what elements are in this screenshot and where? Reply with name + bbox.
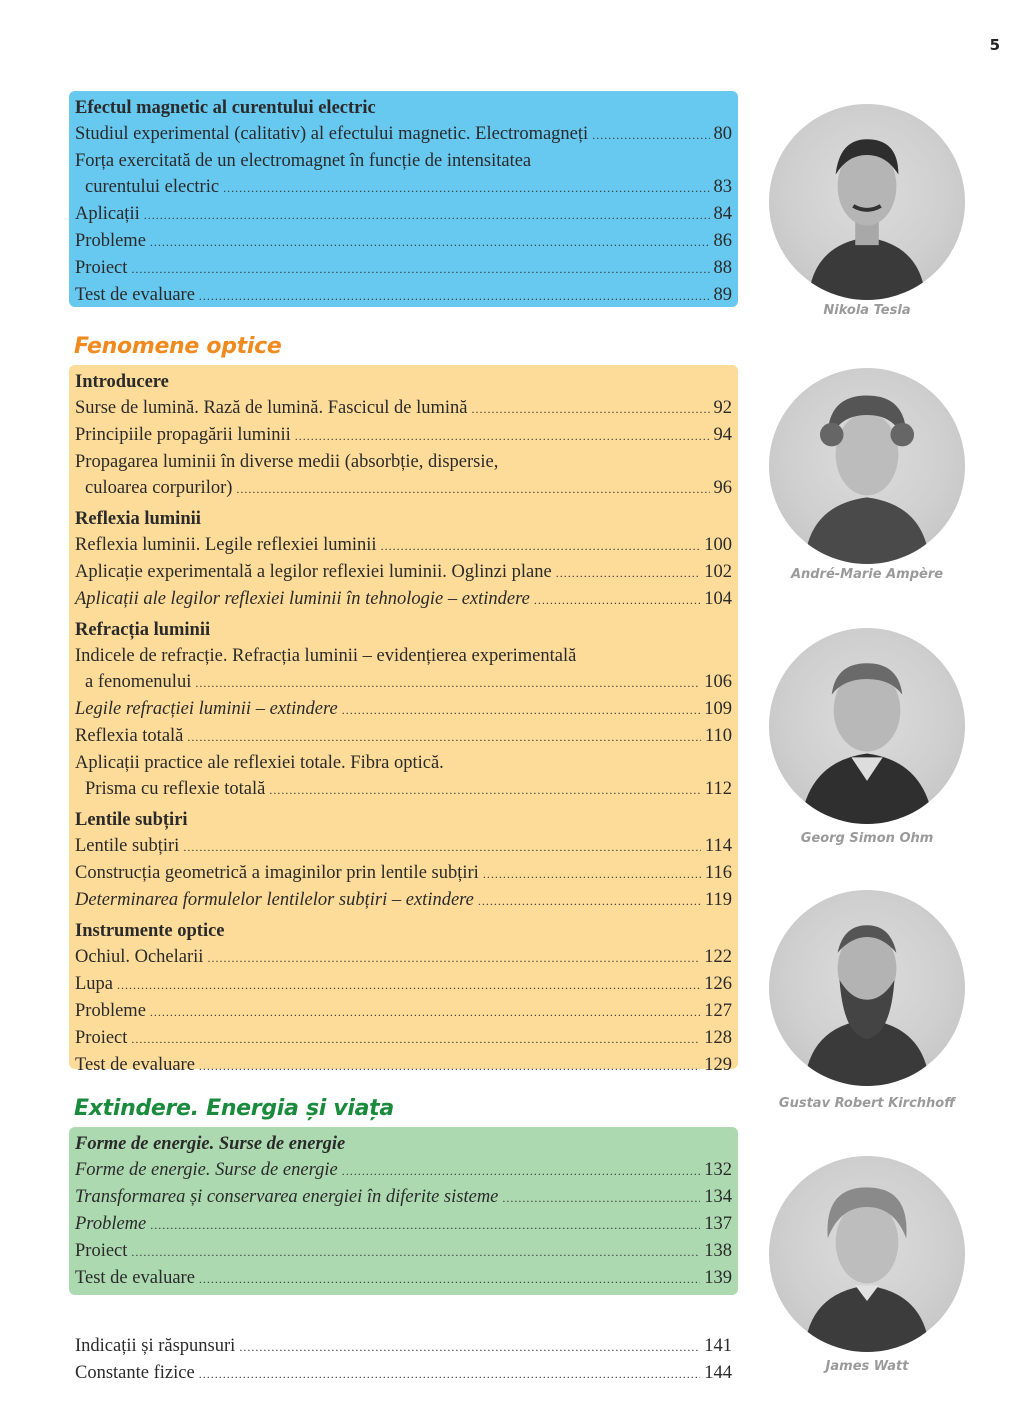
toc-entry[interactable]: Construcția geometrică a imaginilor prin lentile subțiri ..... 116 [75,860,732,887]
group-title: Refracția luminii [75,620,211,640]
person-icon [769,104,965,300]
portrait-image [769,368,965,564]
toc-entry[interactable]: Test de evaluare ..... 89 [75,282,732,309]
toc-entry[interactable]: Proiect ..... 128 [75,1025,732,1052]
portrait-image [769,890,965,1086]
toc-entry[interactable]: Constante fizice ..... 144 [75,1360,732,1387]
toc-entry[interactable]: Proiect ..... 88 [75,255,732,282]
toc-entry[interactable]: Legile refracției luminii – extindere ..... 109 [75,696,732,723]
person-icon [769,368,965,564]
toc-entry[interactable]: Test de evaluare ..... 129 [75,1052,732,1079]
portrait-image [769,1156,965,1352]
section-title-energy: Extindere. Energia și viața [74,1096,394,1121]
section-title-optics: Fenomene optice [74,334,282,359]
person-icon [769,1156,965,1352]
toc-entry[interactable]: Test de evaluare ..... 139 [75,1265,732,1292]
toc-entry[interactable]: Ochiul. Ochelarii ..... 122 [75,944,732,971]
toc-final [69,1333,738,1387]
toc-entry[interactable]: Reflexia totală ..... 110 [75,723,732,750]
toc-entry[interactable]: Determinarea formulelor lentilelor subțiri – extindere ..... 119 [75,887,732,914]
toc-entry-line1: Indicele de refracție. Refracția luminii – evidențierea experimentală [75,646,577,666]
group-title: Introducere [75,372,169,392]
toc-entry[interactable]: Forme de energie. Surse de energie ..... 132 [75,1157,732,1184]
portrait-caption: Nikola Tesla [823,303,911,318]
toc-entry[interactable]: Probleme ..... 86 [75,228,732,255]
toc-entry[interactable]: Proiect ..... 138 [75,1238,732,1265]
person-icon [769,890,965,1086]
toc-entry[interactable]: Aplicații ale legilor reflexiei luminii în tehnologie – extindere ..... 104 [75,586,732,613]
toc-entry[interactable]: Studiul experimental (calitativ) al efectului magnetic. Electromagneți ..... 80 [75,121,732,148]
portrait-image [769,104,965,300]
group-title: Efectul magnetic al curentului electric [75,98,376,118]
portrait-caption: André-Marie Ampère [790,567,944,582]
portrait-caption: Georg Simon Ohm [800,831,934,846]
portrait-caption: James Watt [825,1359,909,1374]
toc-entry[interactable]: Transformarea și conservarea energiei în diferite sisteme ..... 134 [75,1184,732,1211]
table-of-contents [69,91,738,1387]
toc-entry[interactable]: curentului electric ..... 83 [75,174,732,201]
toc-block-energy [69,1127,738,1295]
toc-entry[interactable]: Aplicație experimentală a legilor reflexiei luminii. Oglinzi plane ..... 102 [75,559,732,586]
toc-entry[interactable]: Aplicații ..... 84 [75,201,732,228]
page-number: 5 [989,36,1000,54]
toc-entry[interactable]: Lupa ..... 126 [75,971,732,998]
toc-entry[interactable]: Lentile subțiri ..... 114 [75,833,732,860]
toc-entry[interactable]: a fenomenului ..... 106 [75,669,732,696]
portrait-caption: Gustav Robert Kirchhoff [778,1096,956,1111]
toc-entry[interactable]: Probleme ..... 127 [75,998,732,1025]
toc-entry[interactable]: Prisma cu reflexie totală ..... 112 [75,776,732,803]
toc-entry-line1: Aplicații practice ale reflexiei totale. Fibra optică. [75,753,444,773]
toc-entry[interactable]: culoarea corpurilor) ..... 96 [75,475,732,502]
toc-entry-line1: Forța exercitată de un electromagnet în funcție de intensitatea [75,151,532,171]
toc-block-optics [69,365,738,1075]
group-title: Forme de energie. Surse de energie [75,1134,346,1154]
toc-entry[interactable]: Indicații și răspunsuri ..... 141 [75,1333,732,1360]
portrait-image [769,628,965,824]
toc-block-magnetic [69,91,738,307]
toc-entry[interactable]: Reflexia luminii. Legile reflexiei luminii ..... 100 [75,532,732,559]
toc-entry[interactable]: Probleme ..... 137 [75,1211,732,1238]
group-title: Instrumente optice [75,921,225,941]
toc-entry[interactable]: Principiile propagării luminii ..... 94 [75,422,732,449]
toc-entry[interactable]: Surse de lumină. Rază de lumină. Fascicul de lumină ..... 92 [75,395,732,422]
group-title: Reflexia luminii [75,509,201,529]
toc-entry-line1: Propagarea luminii în diverse medii (absorbție, dispersie, [75,452,499,472]
person-icon [769,628,965,824]
group-title: Lentile subțiri [75,810,188,830]
